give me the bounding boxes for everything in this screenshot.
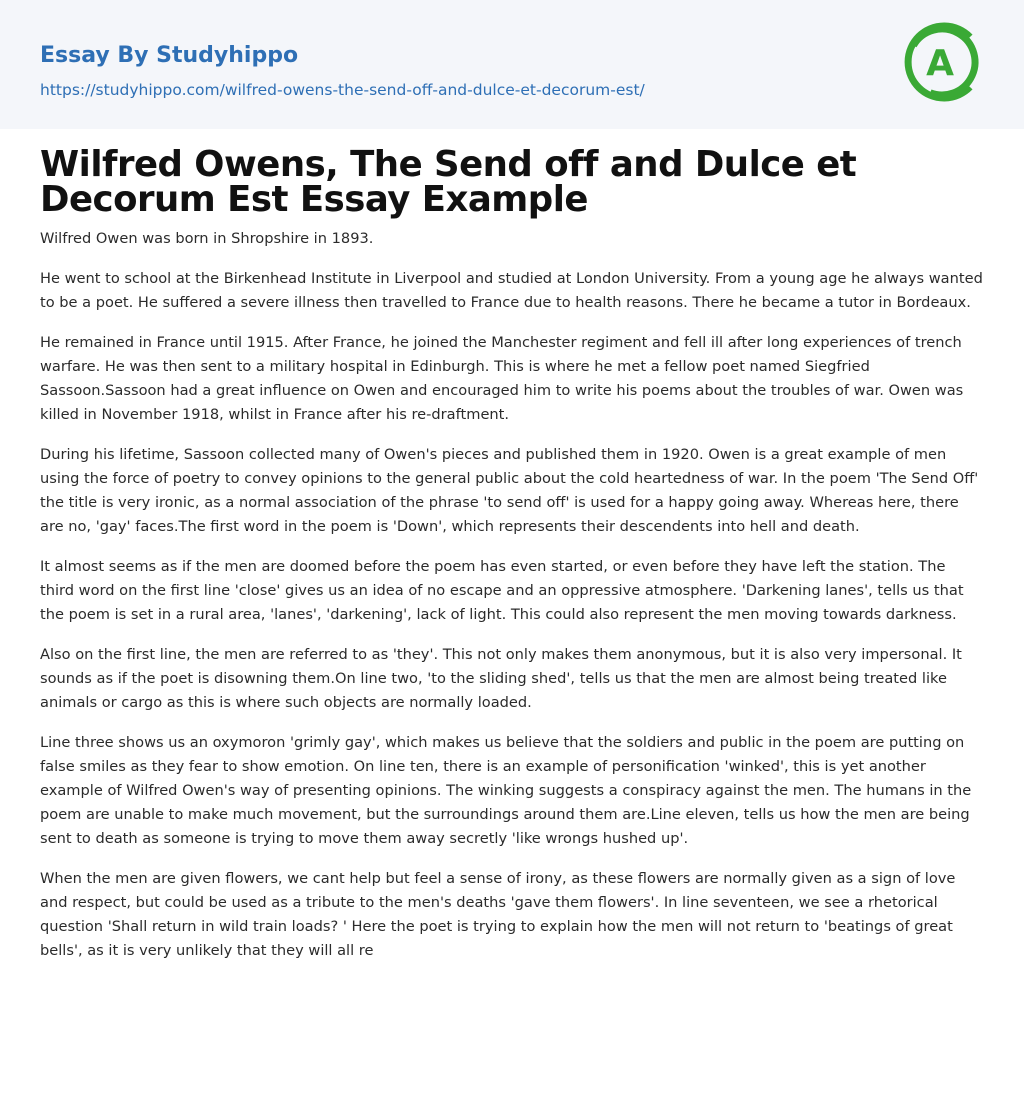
source-url-link[interactable]: https://studyhippo.com/wilfred-owens-the-send-off-and-dulce-et-decorum-est/: [40, 81, 645, 99]
site-title: Essay By Studyhippo: [40, 43, 299, 68]
essay-paragraph: When the men are given flowers, we cant help but feel a sense of irony, as these flowers are normally given as a sign of love and respect, but could be used as a tribute to the men's deaths 'gave them flowers'. In line seventeen, we see a rhetorical question 'Shall return in wild train loads? ' Here the poet is trying to explain how the men will not return to 'beatings of great bells', as it is very unlikely that they will all re: [40, 870, 956, 959]
essay-content: [0, 129, 1024, 963]
essay-paragraph: Also on the first line, the men are referred to as 'they'. This not only makes them anonymous, but it is also very impersonal. It sounds as if the poet is disowning them.On line two, 'to the sliding shed', tells us that the men are almost being treated like animals or cargo as this is where such objects are normally loaded.: [40, 646, 962, 711]
studyhippo-logo-icon[interactable]: [900, 20, 984, 104]
essay-paragraph: Wilfred Owen was born in Shropshire in 1893.: [40, 230, 374, 247]
essay-paragraph: During his lifetime, Sassoon collected many of Owen's pieces and published them in 1920. Owen is a great example of men using the force of poetry to convey opinions to the general public about the cold heartedness of war. In the poem 'The Send Off' the title is very ironic, as a normal association of the phrase 'to send off' is used for a happy going away. Whereas here, there are no, 'gay' faces.The first word in the poem is 'Down', which represents their descendents into hell and death.: [40, 446, 979, 535]
logo-letter: A: [926, 43, 954, 84]
essay-paragraph: He went to school at the Birkenhead Institute in Liverpool and studied at London University. From a young age he always wanted to be a poet. He suffered a severe illness then travelled to France due to health reasons. There he became a tutor in Bordeaux.: [40, 270, 983, 311]
essay-paragraph: It almost seems as if the men are doomed before the poem has even started, or even before they have left the station. The third word on the first line 'close' gives us an idea of no escape and an oppressive atmosphere. 'Darkening lanes', tells us that the poem is set in a rural area, 'lanes', 'darkening', lack of light. This could also represent the men moving towards darkness.: [40, 558, 964, 623]
essay-paragraph: Line three shows us an oxymoron 'grimly gay', which makes us believe that the soldiers and public in the poem are putting on false smiles as they fear to show emotion. On line ten, there is an example of personification 'winked', this is yet another example of Wilfred Owen's way of presenting opinions. The winking suggests a conspiracy against the men. The humans in the poem are unable to make much movement, but the surroundings around them are.Line eleven, tells us how the men are being sent to death as someone is trying to move them away secretly 'like wrongs hushed up'.: [40, 734, 972, 847]
site-header: [0, 0, 1024, 129]
essay-paragraph: He remained in France until 1915. After France, he joined the Manchester regiment and fell ill after long experiences of trench warfare. He was then sent to a military hospital in Edinburgh. This is where he met a fellow poet named Siegfried Sassoon.Sassoon had a great influence on Owen and encouraged him to write his poems about the troubles of war. Owen was killed in November 1918, whilst in France after his re-draftment.: [40, 334, 964, 423]
essay-title: Wilfred Owens, The Send off and Dulce et Decorum Est Essay Example: [40, 144, 857, 220]
